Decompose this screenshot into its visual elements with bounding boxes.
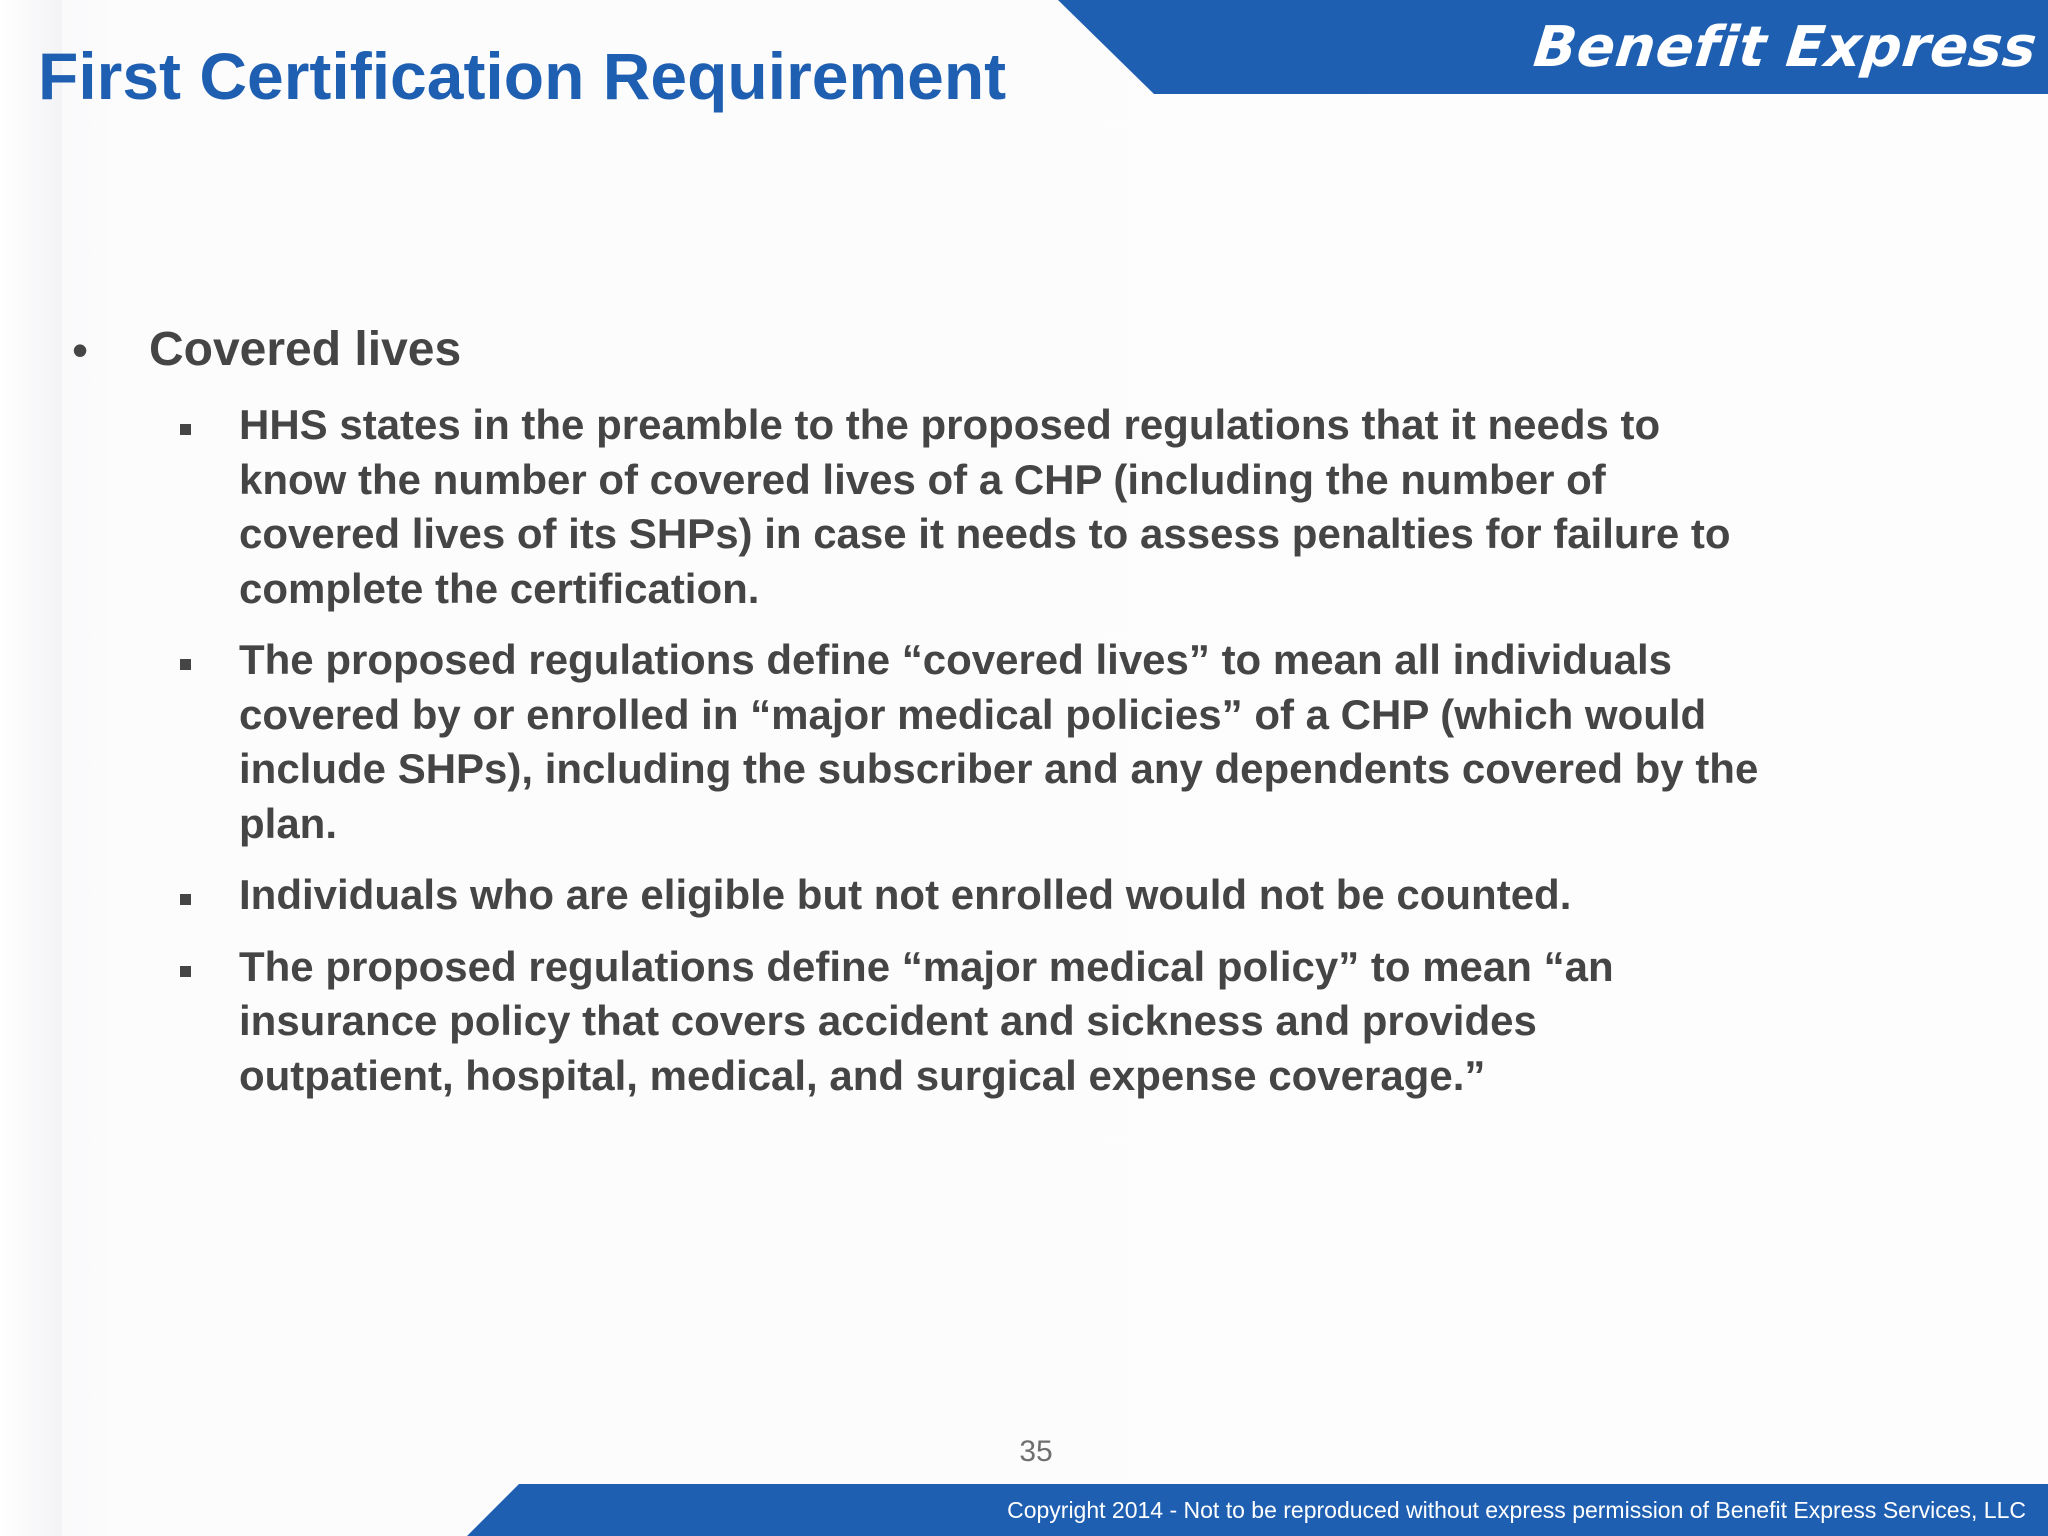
sub-bullet-item [0,398,1760,616]
sub-bullet-list [0,398,2048,1120]
sub-bullet-text: The proposed regulations define “covered lives” to mean all individuals covered by or enrolled in “major medical policies” of a CHP (which would include SHPs), including the subscriber and any dependents covered by the plan. [239,636,1759,847]
slide-title: First Certification Requirement [38,39,1007,113]
copyright-notice: Copyright 2014 - Not to be reproduced without express permission of Benefit Express Services, LLC [1007,1497,2026,1523]
sub-bullet-text: The proposed regulations define “major medical policy” to mean “an insurance policy that covers accident and sickness and provides outpatient, hospital, medical, and surgical expense coverage.” [239,942,1614,1099]
square-bullet-icon [180,966,191,977]
square-bullet-icon [180,894,191,905]
sub-bullet-text: HHS states in the preamble to the proposed regulations that it needs to know the number of covered lives of a CHP (including the number of covered lives of its SHPs) in case it needs to assess penalties for failure to complete the certification. [239,401,1731,612]
page-number: 35 [1019,1435,1053,1468]
bullet-icon: • [72,324,89,376]
sub-bullet-item [0,940,1760,1104]
square-bullet-icon [180,659,191,670]
sub-bullet-item [0,633,1760,851]
square-bullet-icon [180,424,191,435]
sub-bullet-item [0,868,1760,923]
bullet-heading: Covered lives [149,323,462,376]
sub-bullet-text: Individuals who are eligible but not enrolled would not be counted. [239,871,1572,918]
benefit-express-logo: Benefit Express [1530,15,2041,80]
